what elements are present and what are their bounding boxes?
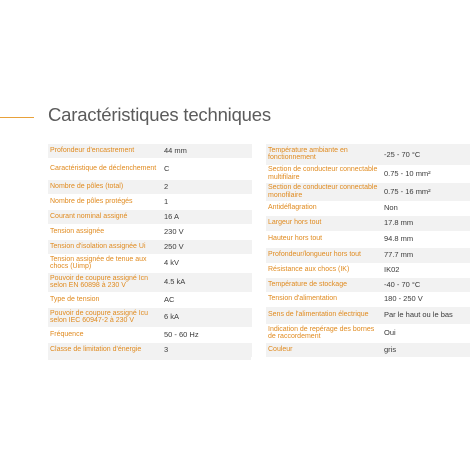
spec-value: 17.8 mm: [380, 215, 470, 231]
spec-label: Courant nominal assigné: [48, 209, 160, 224]
spec-value: 1: [160, 194, 252, 209]
spec-value: 50 - 60 Hz: [160, 327, 252, 342]
spec-row: [266, 247, 470, 263]
spec-row: [48, 292, 252, 307]
spec-label: Hauteur hors tout: [266, 231, 380, 247]
spec-row: [266, 182, 470, 201]
spec-table-right: [266, 144, 470, 357]
spec-row: [48, 307, 252, 327]
spec-value: -40 - 70 °C: [380, 277, 470, 292]
spec-label: Couleur: [268, 346, 293, 353]
spec-label: Profondeur/longueur hors tout: [266, 247, 380, 263]
spec-row: [266, 201, 470, 215]
spec-label: Nombre de pôles protégés: [48, 194, 160, 209]
spec-row: [48, 272, 252, 292]
spec-row: [48, 194, 252, 209]
page-title: Caractéristiques techniques: [48, 104, 271, 125]
spec-label: Antidéflagration: [266, 201, 380, 215]
spec-row: [48, 224, 252, 239]
spec-label: Section de conducteur connectable multifilaire: [266, 165, 380, 182]
spec-label: Fréquence: [48, 327, 160, 342]
spec-label: Largeur hors tout: [266, 215, 380, 231]
spec-value: Non: [380, 201, 470, 215]
spec-value: AC: [160, 292, 252, 307]
spec-row: [266, 306, 470, 324]
spec-row: [266, 231, 470, 247]
spec-row: [266, 263, 470, 277]
spec-row: [266, 292, 470, 306]
spec-label: Résistance aux chocs (IK): [266, 263, 380, 277]
spec-label: Nombre de pôles (total): [48, 179, 160, 194]
spec-label: Température de stockage: [266, 277, 380, 292]
spec-label: Indication de repérage des bornes de raccordement: [266, 324, 380, 342]
spec-row: [266, 144, 470, 165]
spec-row: [266, 277, 470, 292]
spec-value: 0.75 - 10 mm²: [380, 165, 470, 182]
spec-value: 4.5 kA: [160, 272, 252, 292]
spec-value: Par le haut ou le bas: [380, 306, 470, 324]
spec-value: 3: [164, 345, 169, 354]
spec-label: Classe de limitation d'énergie: [50, 346, 142, 353]
spec-row: [48, 179, 252, 194]
spec-label: Température ambiante en fonctionnement: [266, 144, 380, 165]
spec-row: [48, 342, 252, 357]
spec-value: 2: [160, 179, 252, 194]
spec-label: Section de conducteur connectable monofilaire: [266, 182, 380, 201]
spec-value: 6 kA: [160, 307, 252, 327]
spec-row: [266, 324, 470, 342]
spec-label: Tension assignée de tenue aux chocs (Uimp): [48, 254, 160, 272]
spec-value: 180 - 250 V: [380, 292, 470, 306]
spec-value: 250 V: [160, 239, 252, 254]
spec-label: Profondeur d'encastrement: [48, 144, 160, 158]
spec-row: [48, 209, 252, 224]
table-footer-bar: [48, 356, 251, 360]
spec-row: [48, 254, 252, 272]
spec-value: 16 A: [160, 209, 252, 224]
spec-value: Oui: [380, 324, 470, 342]
spec-row: [48, 327, 252, 342]
spec-table-left: [48, 144, 252, 357]
spec-value: -25 - 70 °C: [380, 144, 470, 165]
spec-row: [266, 165, 470, 182]
spec-label: Tension d'isolation assignée Ui: [48, 239, 160, 254]
spec-row: [48, 239, 252, 254]
spec-label: Pouvoir de coupure assigné Icn selon EN 60898 à 230 V: [48, 272, 160, 292]
spec-value: 0.75 - 16 mm²: [380, 182, 470, 201]
spec-row: [48, 144, 252, 158]
spec-value: 77.7 mm: [380, 247, 470, 263]
accent-line: [0, 117, 34, 118]
spec-label: Type de tension: [48, 292, 160, 307]
spec-label: Pouvoir de coupure assigné Icu selon IEC 60947-2 à 230 V: [48, 307, 160, 327]
spec-row: [266, 215, 470, 231]
spec-row: [266, 342, 470, 357]
spec-label: Tension assignée: [48, 224, 160, 239]
spec-label: Caractéristique de déclenchement: [48, 158, 160, 179]
spec-table-left-body: [48, 144, 252, 357]
spec-label: Tension d'alimentation: [266, 292, 380, 306]
spec-value: gris: [384, 345, 397, 354]
spec-value: 4 kV: [160, 254, 252, 272]
spec-row: [48, 158, 252, 179]
spec-value: C: [160, 158, 252, 179]
spec-value: 94.8 mm: [380, 231, 470, 247]
spec-value: IK02: [380, 263, 470, 277]
spec-value: 230 V: [160, 224, 252, 239]
spec-table-right-body: [266, 144, 470, 357]
spec-label: Sens de l'alimentation électrique: [266, 306, 380, 324]
spec-value: 44 mm: [160, 144, 252, 158]
